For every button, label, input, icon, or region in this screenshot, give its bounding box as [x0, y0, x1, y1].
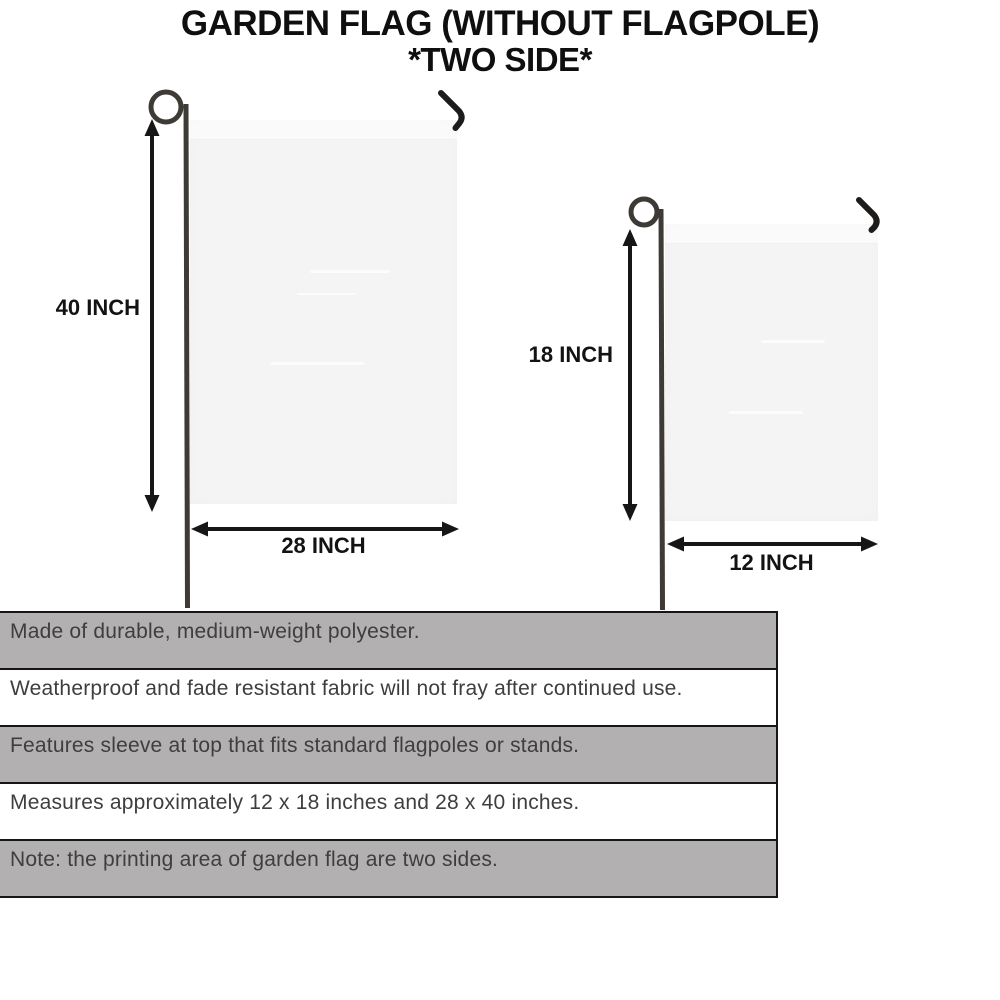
large-flag-height-arrow [145, 119, 160, 512]
page-subtitle: *TWO SIDE* [408, 40, 592, 78]
page-title: GARDEN FLAG (WITHOUT FLAGPOLE) [180, 4, 820, 43]
feature-row [0, 839, 776, 896]
feature-row [0, 782, 776, 839]
large-flag-pole [151, 92, 188, 608]
feature-row [0, 725, 776, 782]
small-flag-hook-icon [859, 200, 877, 230]
feature-row [0, 611, 776, 668]
feature-row [0, 668, 776, 725]
small-flag-height-label: 18 INCH [528, 342, 613, 367]
feature-text: Note: the printing area of garden flag are two sides. [10, 848, 499, 871]
feature-text: Measures approximately 12 x 18 inches and 28 x 40 inches. [10, 791, 580, 814]
small-flag-pole [631, 199, 663, 610]
small-flag-height-arrow [623, 229, 638, 521]
feature-text: Features sleeve at top that fits standard flagpoles or stands. [10, 734, 580, 757]
large-flag-width-label: 28 INCH [281, 533, 366, 558]
small-flag-width-label: 12 INCH [729, 550, 814, 575]
feature-text: Made of durable, medium-weight polyester. [10, 620, 420, 643]
feature-text: Weatherproof and fade resistant fabric will not fray after continued use. [10, 677, 683, 700]
large-flag-height-label: 40 INCH [55, 295, 140, 320]
large-flag-hook-icon [441, 93, 462, 128]
feature-list [0, 611, 778, 898]
